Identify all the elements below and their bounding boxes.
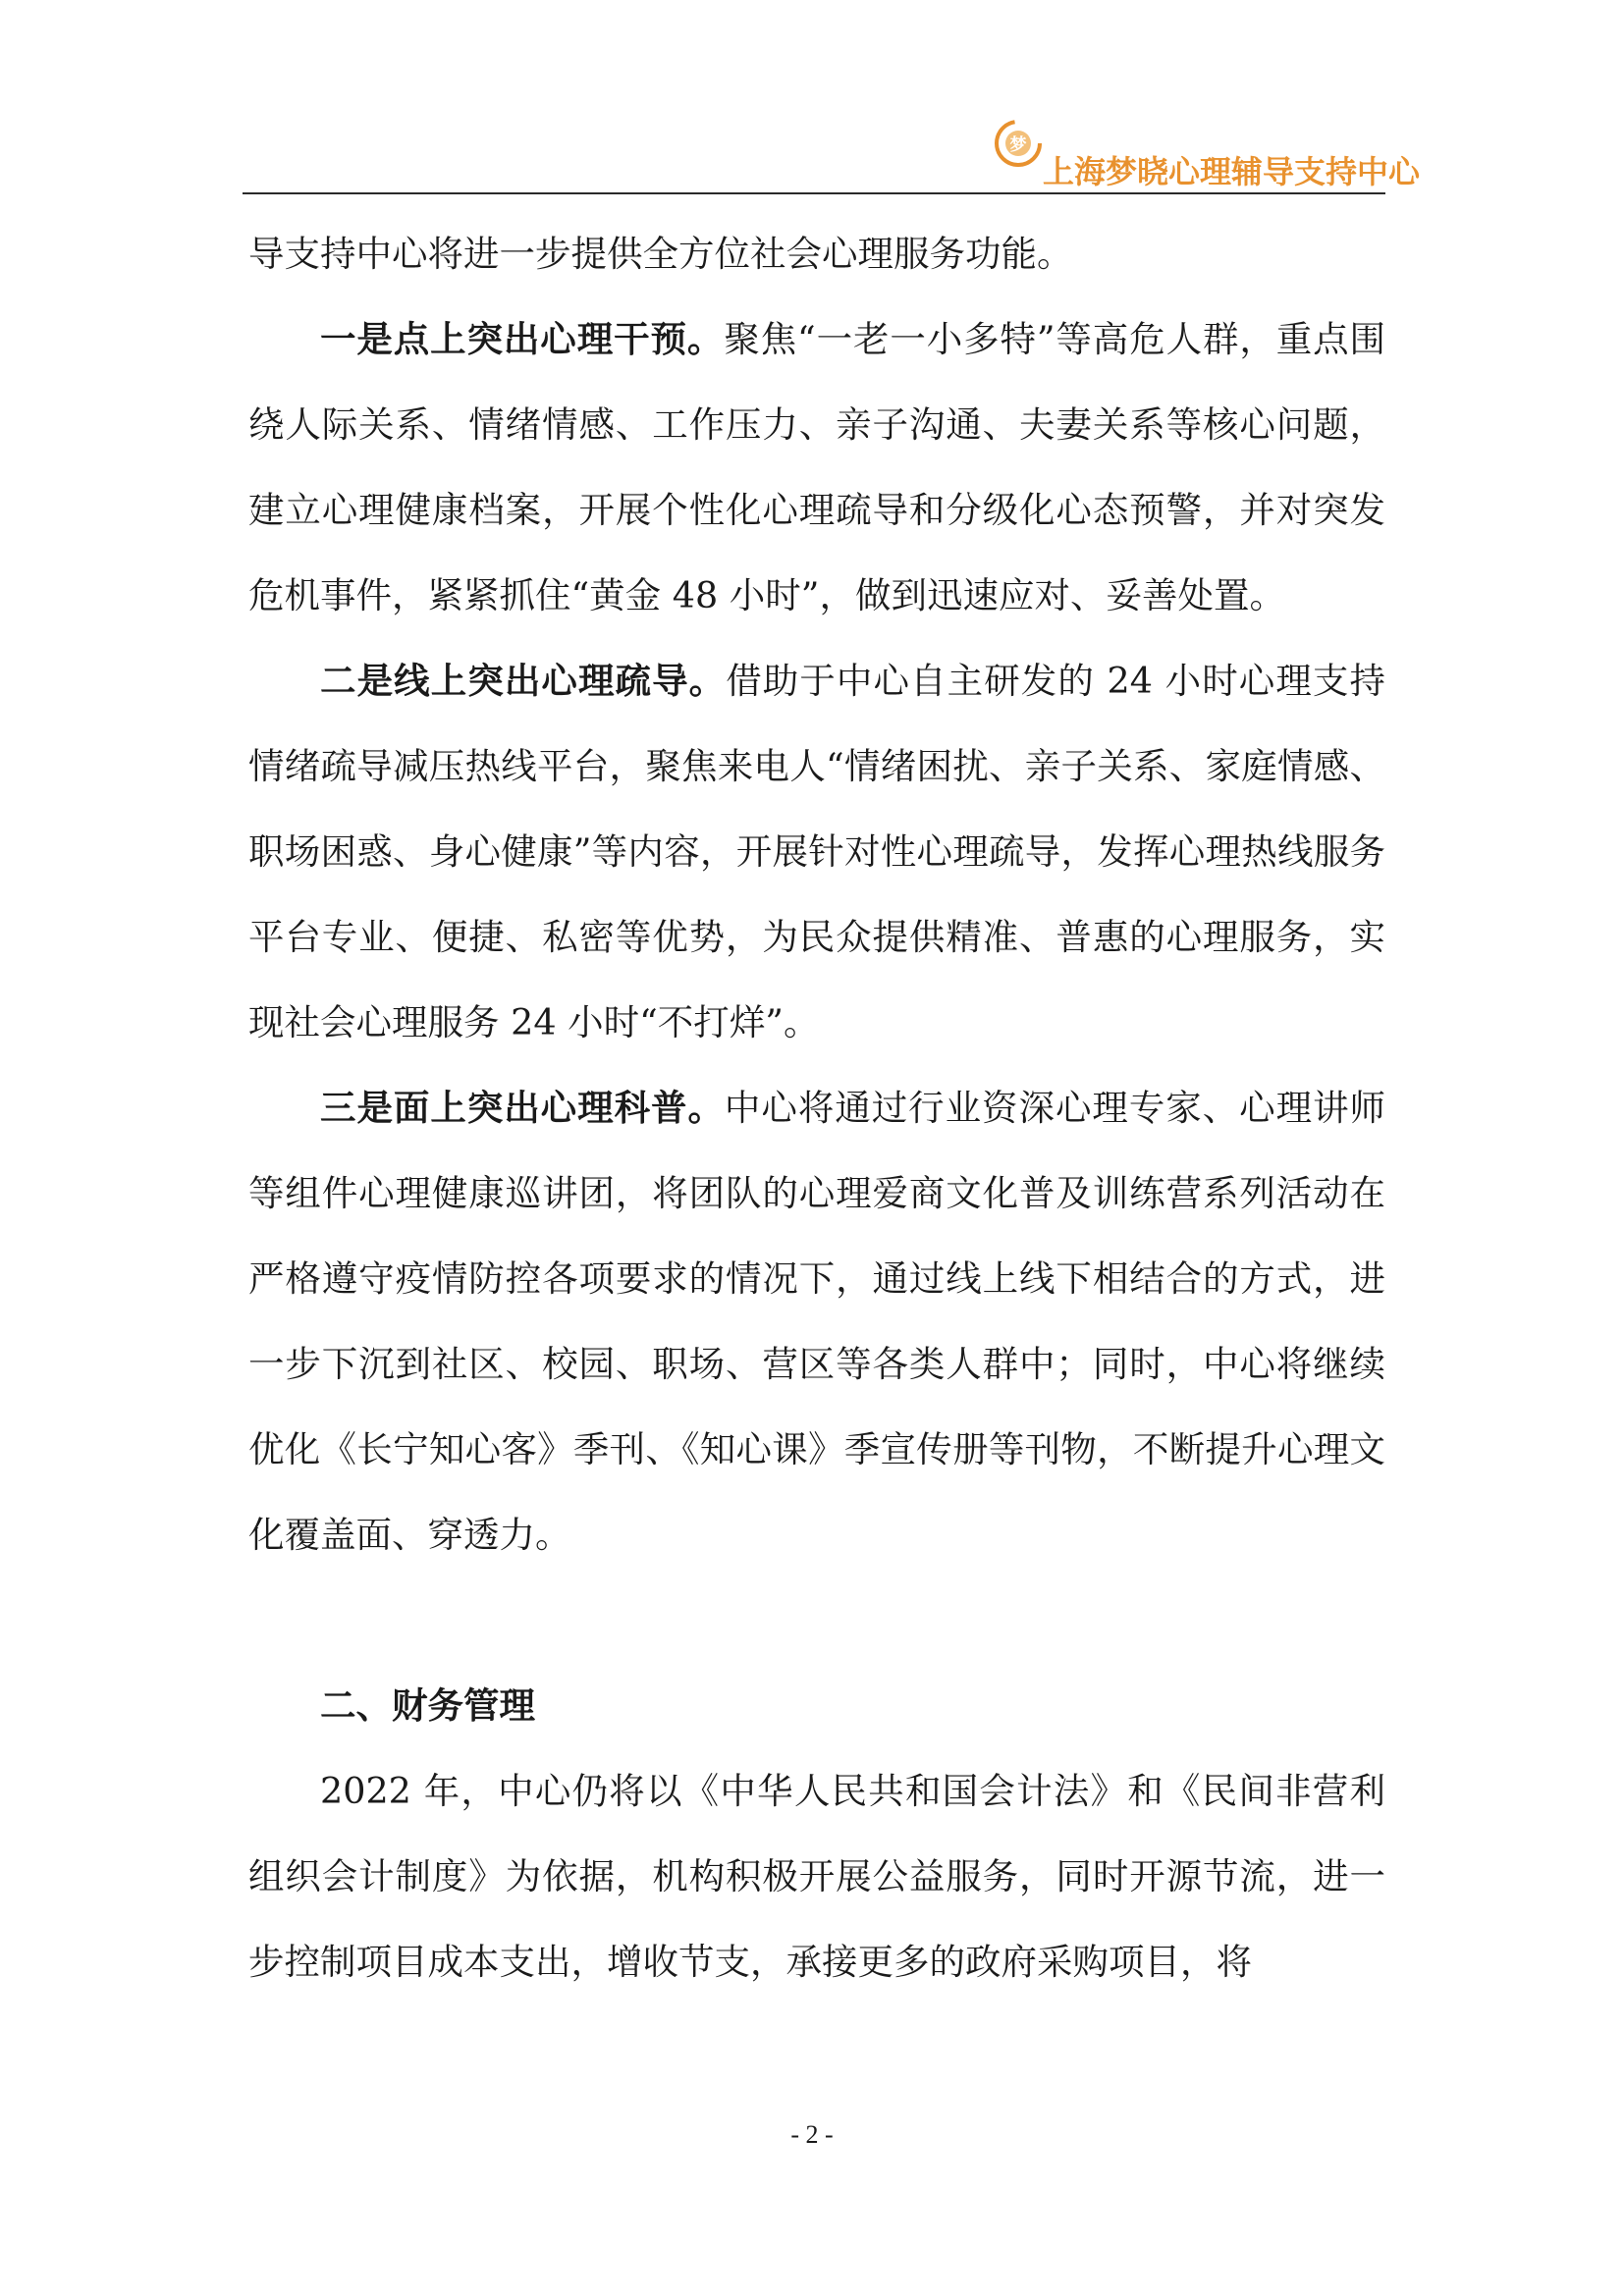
paragraph-lead: 三是面上突出心理科普。 [320,1087,725,1129]
paragraph-text: 借助于中心自主研发的 24 小时心理支持情绪疏导减压热线平台，聚焦来电人“情绪困扰、亲子关系、家庭情感、职场困惑、身心健康”等内容，开展针对性心理疏导，发挥心理热线服务平台专业、便捷、私密等优势，为民众提供精准、普惠的心理服务，实现社会心理服务 24 小时“不打烊”。 [248,660,1386,1043]
paragraph-text: 聚焦“一老一小多特”等高危人群，重点围绕人际关系、情绪情感、工作压力、亲子沟通、夫妻关系等核心问题，建立心理健康档案，开展个性化心理疏导和分级化心态预警，并对突发危机事件，紧紧抓住“黄金 48 小时”，做到迅速应对、妥善处置。 [248,318,1386,616]
document-body [248,211,1385,2004]
paragraph-intervention [248,296,1385,638]
paragraph-lead: 二是线上突出心理疏导。 [320,660,727,702]
header-divider [243,192,1385,194]
paragraph-education [248,1065,1385,1577]
org-logo-icon [992,114,1045,171]
page-number: - 2 - [790,2120,834,2149]
intro-paragraph: 导支持中心将进一步提供全方位社会心理服务功能。 [248,233,1073,275]
logo-glyph: 梦 [1009,135,1027,155]
paragraph-text: 中心将通过行业资深心理专家、心理讲师等组件心理健康巡讲团，将团队的心理爱商文化普及训练营系列活动在严格遵守疫情防控各项要求的情况下，通过线上线下相结合的方式，进一步下沉到社区、校园、职场、营区等各类人群中；同时，中心将继续优化《长宁知心客》季刊、《知心课》季宣传册等刊物，不断提升心理文化覆盖面、穿透力。 [248,1087,1386,1556]
paragraph-lead: 一是点上突出心理干预。 [320,318,725,360]
section-spacer [248,1577,1385,1663]
section-heading: 二、财务管理 [320,1684,535,1727]
org-name: 上海梦晓心理辅导支持中心 [1043,153,1421,190]
paragraph-finance: 2022 年，中心仍将以《中华人民共和国会计法》和《民间非营利组织会计制度》为依据，机构积极开展公益服务，同时开源节流，进一步控制项目成本支出，增收节支，承接更多的政府采购项目，将 [248,1770,1385,1983]
paragraph-counseling [248,638,1385,1065]
